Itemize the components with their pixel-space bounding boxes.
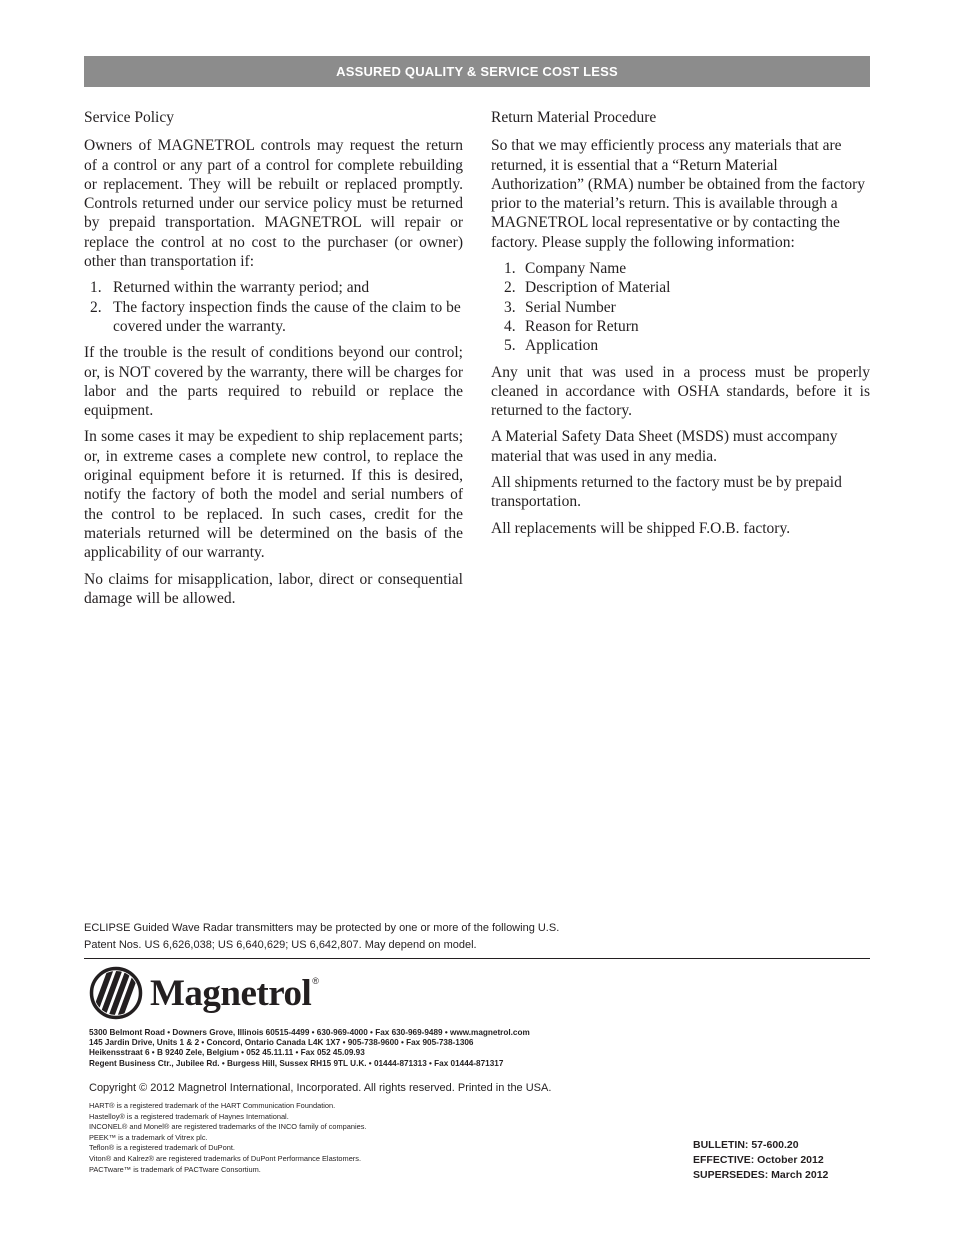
magnetrol-logo-icon	[88, 966, 144, 1020]
trademark-line: PEEK™ is a trademark of Vitrex plc.	[89, 1132, 208, 1142]
warranty-conditions-list	[84, 278, 463, 336]
patent-line: Patent Nos. US 6,626,038; US 6,640,629; US 6,642,807. May depend on model.	[84, 938, 477, 951]
registered-mark: ®	[312, 976, 319, 986]
effective-date: EFFECTIVE: October 2012	[693, 1154, 824, 1166]
required-information-list	[491, 259, 870, 355]
trademark-notices	[89, 1101, 366, 1175]
copyright-notice: Copyright © 2012 Magnetrol International, Incorporated. All rights reserved. Printed in the USA.	[89, 1082, 552, 1094]
address-line: Heikensstraat 6 • B 9240 Zele, Belgium • 052 45.11.11 • Fax 052 45.09.93	[89, 1048, 365, 1058]
shipments-paragraph: All shipments returned to the factory must be by prepaid transportation.	[491, 474, 842, 511]
list-item: 4. Reason for Return	[504, 317, 639, 335]
address-line: 5300 Belmont Road • Downers Grove, Illinois 60515-4499 • 630-969-4000 • Fax 630-969-9489 • www.magnetrol.com	[89, 1028, 530, 1037]
magnetrol-logo	[88, 966, 319, 1020]
list-item: 1. Company Name	[504, 260, 627, 278]
return-procedure-heading: Return Material Procedure	[491, 109, 657, 126]
trademark-line: Teflon® is a registered trademark of DuPont.	[89, 1143, 235, 1153]
expedient-paragraph: In some cases it may be expedient to ship replacement parts; or, in extreme cases a complete new control, to replace the original equipment before it is returned. If this is desired, notify the factory of both the model and serial numbers of the control to be replaced. In such cases, credit for the materials returned will be determined on the basis of the applicability of our warranty.	[84, 428, 463, 562]
trouble-paragraph: If the trouble is the result of conditions beyond our control; or, is NOT covered by the warranty, there will be charges for labor and the parts required to rebuild or replace the equipment.	[84, 344, 463, 420]
return-procedure-column	[491, 108, 870, 545]
trademark-line: Viton® and Kalrez® are registered trademarks of DuPont Performance Elastomers.	[89, 1153, 362, 1163]
service-policy-column	[84, 108, 463, 615]
section-banner: ASSURED QUALITY & SERVICE COST LESS	[84, 56, 870, 87]
trademark-line: PACTware™ is trademark of PACTware Consortium.	[89, 1164, 261, 1174]
footer-divider	[84, 958, 870, 959]
supersedes-date: SUPERSEDES: March 2012	[693, 1169, 829, 1181]
list-item: 2. The factory inspection finds the cause of the claim to be covered under the warranty.	[90, 298, 461, 335]
trademark-line: INCONEL® and Monel® are registered trademarks of the INCO family of companies.	[89, 1122, 367, 1132]
list-item: 2. Description of Material	[504, 279, 671, 297]
return-procedure-intro: So that we may efficiently process any materials that are returned, it is essential that a “Return Material Authorization” (RMA) number be obtained from the factory prior to the material’s return. This is available through a MAGNETROL local representative or by contacting the factory. Please supply the following information:	[491, 137, 866, 251]
list-item: 5. Application	[504, 337, 599, 355]
office-addresses	[89, 1028, 530, 1069]
patent-line: ECLIPSE Guided Wave Radar transmitters may be protected by one or more of the following U.S.	[84, 922, 560, 934]
patent-notice	[84, 920, 870, 953]
trademark-line: HART® is a registered trademark of the HART Communication Foundation.	[89, 1101, 336, 1110]
msds-paragraph: A Material Safety Data Sheet (MSDS) must accompany material that was used in any media.	[491, 428, 838, 465]
claims-paragraph: No claims for misapplication, labor, direct or consequential damage will be allowed.	[84, 570, 463, 607]
list-item: 1. Returned within the warranty period; and	[90, 279, 370, 297]
list-item: 3. Serial Number	[504, 298, 616, 316]
bulletin-number: BULLETIN: 57-600.20	[693, 1139, 799, 1151]
address-line: Regent Business Ctr., Jubilee Rd. • Burgess Hill, Sussex RH15 9TL U.K. • 01444-871313 • Fax 01444-871317	[89, 1058, 504, 1068]
service-policy-intro: Owners of MAGNETROL controls may request the return of a control or any part of a control for complete rebuilding or replacement. They will be rebuilt or replaced promptly. Controls returned under our service policy must be returned by prepaid transportation. MAGNETROL will repair or replace the control at no cost to the purchaser (or owner) other than transportation if:	[84, 137, 463, 271]
fob-paragraph: All replacements will be shipped F.O.B. factory.	[491, 519, 791, 537]
logo-wordmark: Magnetrol	[150, 972, 312, 1014]
trademark-line: Hastelloy® is a registered trademark of Haynes International.	[89, 1111, 289, 1121]
bulletin-info	[693, 1138, 828, 1183]
service-policy-heading: Service Policy	[84, 109, 174, 126]
address-line: 145 Jardin Drive, Units 1 & 2 • Concord, Ontario Canada L4K 1X7 • 905-738-9600 • Fax 905-738-1306	[89, 1038, 474, 1048]
cleaning-paragraph: Any unit that was used in a process must be properly cleaned in accordance with OSHA standards, before it is returned to the factory.	[491, 363, 870, 420]
